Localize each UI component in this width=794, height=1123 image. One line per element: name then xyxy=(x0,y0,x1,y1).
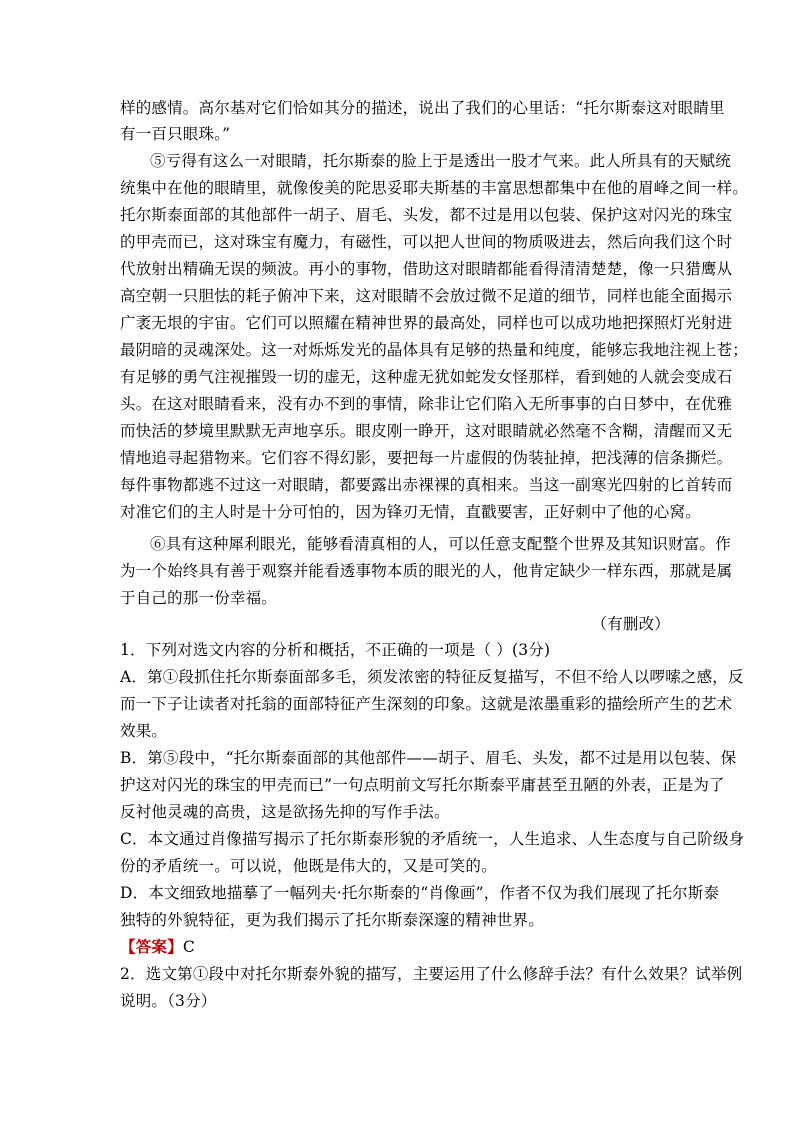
option-b-line: 反衬他灵魂的高贵，这是欲扬先抑的写作手法。 xyxy=(120,803,450,821)
paragraph-5-start: ⑤亏得有这么一对眼睛，托尔斯泰的脸上于是透出一股才气来。此人所具有的天赋统 xyxy=(150,152,731,170)
paragraph-6-start: ⑥具有这种犀利眼光，能够看清真相的人，可以任意支配整个世界及其知识财富。作 xyxy=(150,535,731,553)
option-a-line: 而一下子让读者对托翁的面部特征产生深刻的印象。这就是浓墨重彩的描绘所产生的艺术 xyxy=(120,695,733,713)
option-d: D．本文细致地描摹了一幅列夫·托尔斯泰的“肖像画”，作者不仅为我们展现了托尔斯泰 xyxy=(120,884,720,902)
paragraph-line: 于自己的那一份幸福。 xyxy=(120,589,278,607)
paragraph-line: 每件事物都逃不过这一对眼睛，都要露出赤裸裸的真相来。当这一副寒光四射的匕首转而 xyxy=(120,476,733,494)
option-d-line: 独特的外貌特征，更为我们揭示了托尔斯泰深邃的精神世界。 xyxy=(120,911,544,929)
paragraph-line: 广袤无垠的宇宙。它们可以照耀在精神世界的最高处，同样也可以成功地把探照灯光射进 xyxy=(120,314,733,332)
answer-label: 【答案】 xyxy=(120,937,183,956)
option-a: A．第①段抓住托尔斯泰面部多毛，须发浓密的特征反复描写，不但不给人以啰嗦之感，反 xyxy=(120,668,744,686)
option-c: C．本文通过肖像描写揭示了托尔斯泰形貌的矛盾统一，人生追求、人生态度与自己阶级身 xyxy=(120,830,745,848)
paragraph-line: 最阴暗的灵魂深处。这一对烁烁发光的晶体具有足够的热量和纯度，能够忘我地注视上苍； xyxy=(120,341,749,359)
answer-value: C xyxy=(182,938,195,956)
paragraph-line: 统集中在他的眼睛里，就像俊美的陀思妥耶夫斯基的丰富思想都集中在他的眉峰之间一样。 xyxy=(120,179,749,197)
paragraph-line: 有足够的勇气注视摧毁一切的虚无，这种虚无犹如蛇发女怪那样，看到她的人就会变成石 xyxy=(120,368,733,386)
paragraph-line: 为一个始终具有善于观察并能看透事物本质的眼光的人，他肯定缺少一样东西，那就是属 xyxy=(120,562,733,580)
question-2-line: 说明。（3分） xyxy=(120,992,217,1010)
paragraph-line: 托尔斯泰面部的其他部件一胡子、眉毛、头发，都不过是用以包装、保护这对闪光的珠宝 xyxy=(120,206,733,224)
question-2: 2．选文第①段中对托尔斯泰外貌的描写，主要运用了什么修辞手法？有什么效果？试举例 xyxy=(120,965,743,983)
paragraph-line: 而快活的梦境里默默无声地享乐。眼皮刚一睁开，这对眼睛就必然毫不含糊，清醒而又无 xyxy=(120,422,733,440)
question-1: 1．下列对选文内容的分析和概括，不正确的一项是（ ）(3分) xyxy=(120,641,551,659)
option-c-line: 份的矛盾统一。可以说，他既是伟大的，又是可笑的。 xyxy=(120,857,497,875)
paragraph-line: 高空朝一只胆怯的耗子俯冲下来，这对眼睛不会放过微不足道的细节，同样也能全面揭示 xyxy=(120,287,733,305)
source-note: （有删改） xyxy=(591,615,670,633)
option-b: B．第⑤段中，“托尔斯泰面部的其他部件——胡子、眉毛、头发，都不过是用以包装、保 xyxy=(120,749,737,767)
paragraph-line: 头。在这对眼睛看来，没有办不到的事情，除非让它们陷入无所事事的白日梦中，在优雅 xyxy=(120,395,733,413)
option-b-line: 护这对闪光的珠宝的甲壳而已”一句点明前文写托尔斯泰平庸甚至丑陋的外表，正是为了 xyxy=(120,776,725,794)
paragraph-line: 有一百只眼珠。” xyxy=(120,125,231,143)
paragraph-line: 情地追寻起猎物来。它们容不得幻影，要把每一片虚假的伪装扯掉，把浅薄的信条撕烂。 xyxy=(120,449,733,467)
paragraph-line: 对准它们的主人时是十分可怕的，因为锋刃无情，直戳要害，正好刺中了他的心窝。 xyxy=(120,503,701,521)
option-a-line: 效果。 xyxy=(120,722,168,740)
answer-line xyxy=(120,934,195,960)
paragraph-line: 的甲壳而已，这对珠宝有魔力，有磁性，可以把人世间的物质吸进去，然后向我们这个时 xyxy=(120,233,733,251)
paragraph-line: 样的感情。高尔基对它们恰如其分的描述，说出了我们的心里话：“托尔斯泰这对眼睛里 xyxy=(120,99,725,117)
paragraph-line: 代放射出精确无误的频波。再小的事物，借助这对眼睛都能看得清清楚楚，像一只猎鹰从 xyxy=(120,260,733,278)
